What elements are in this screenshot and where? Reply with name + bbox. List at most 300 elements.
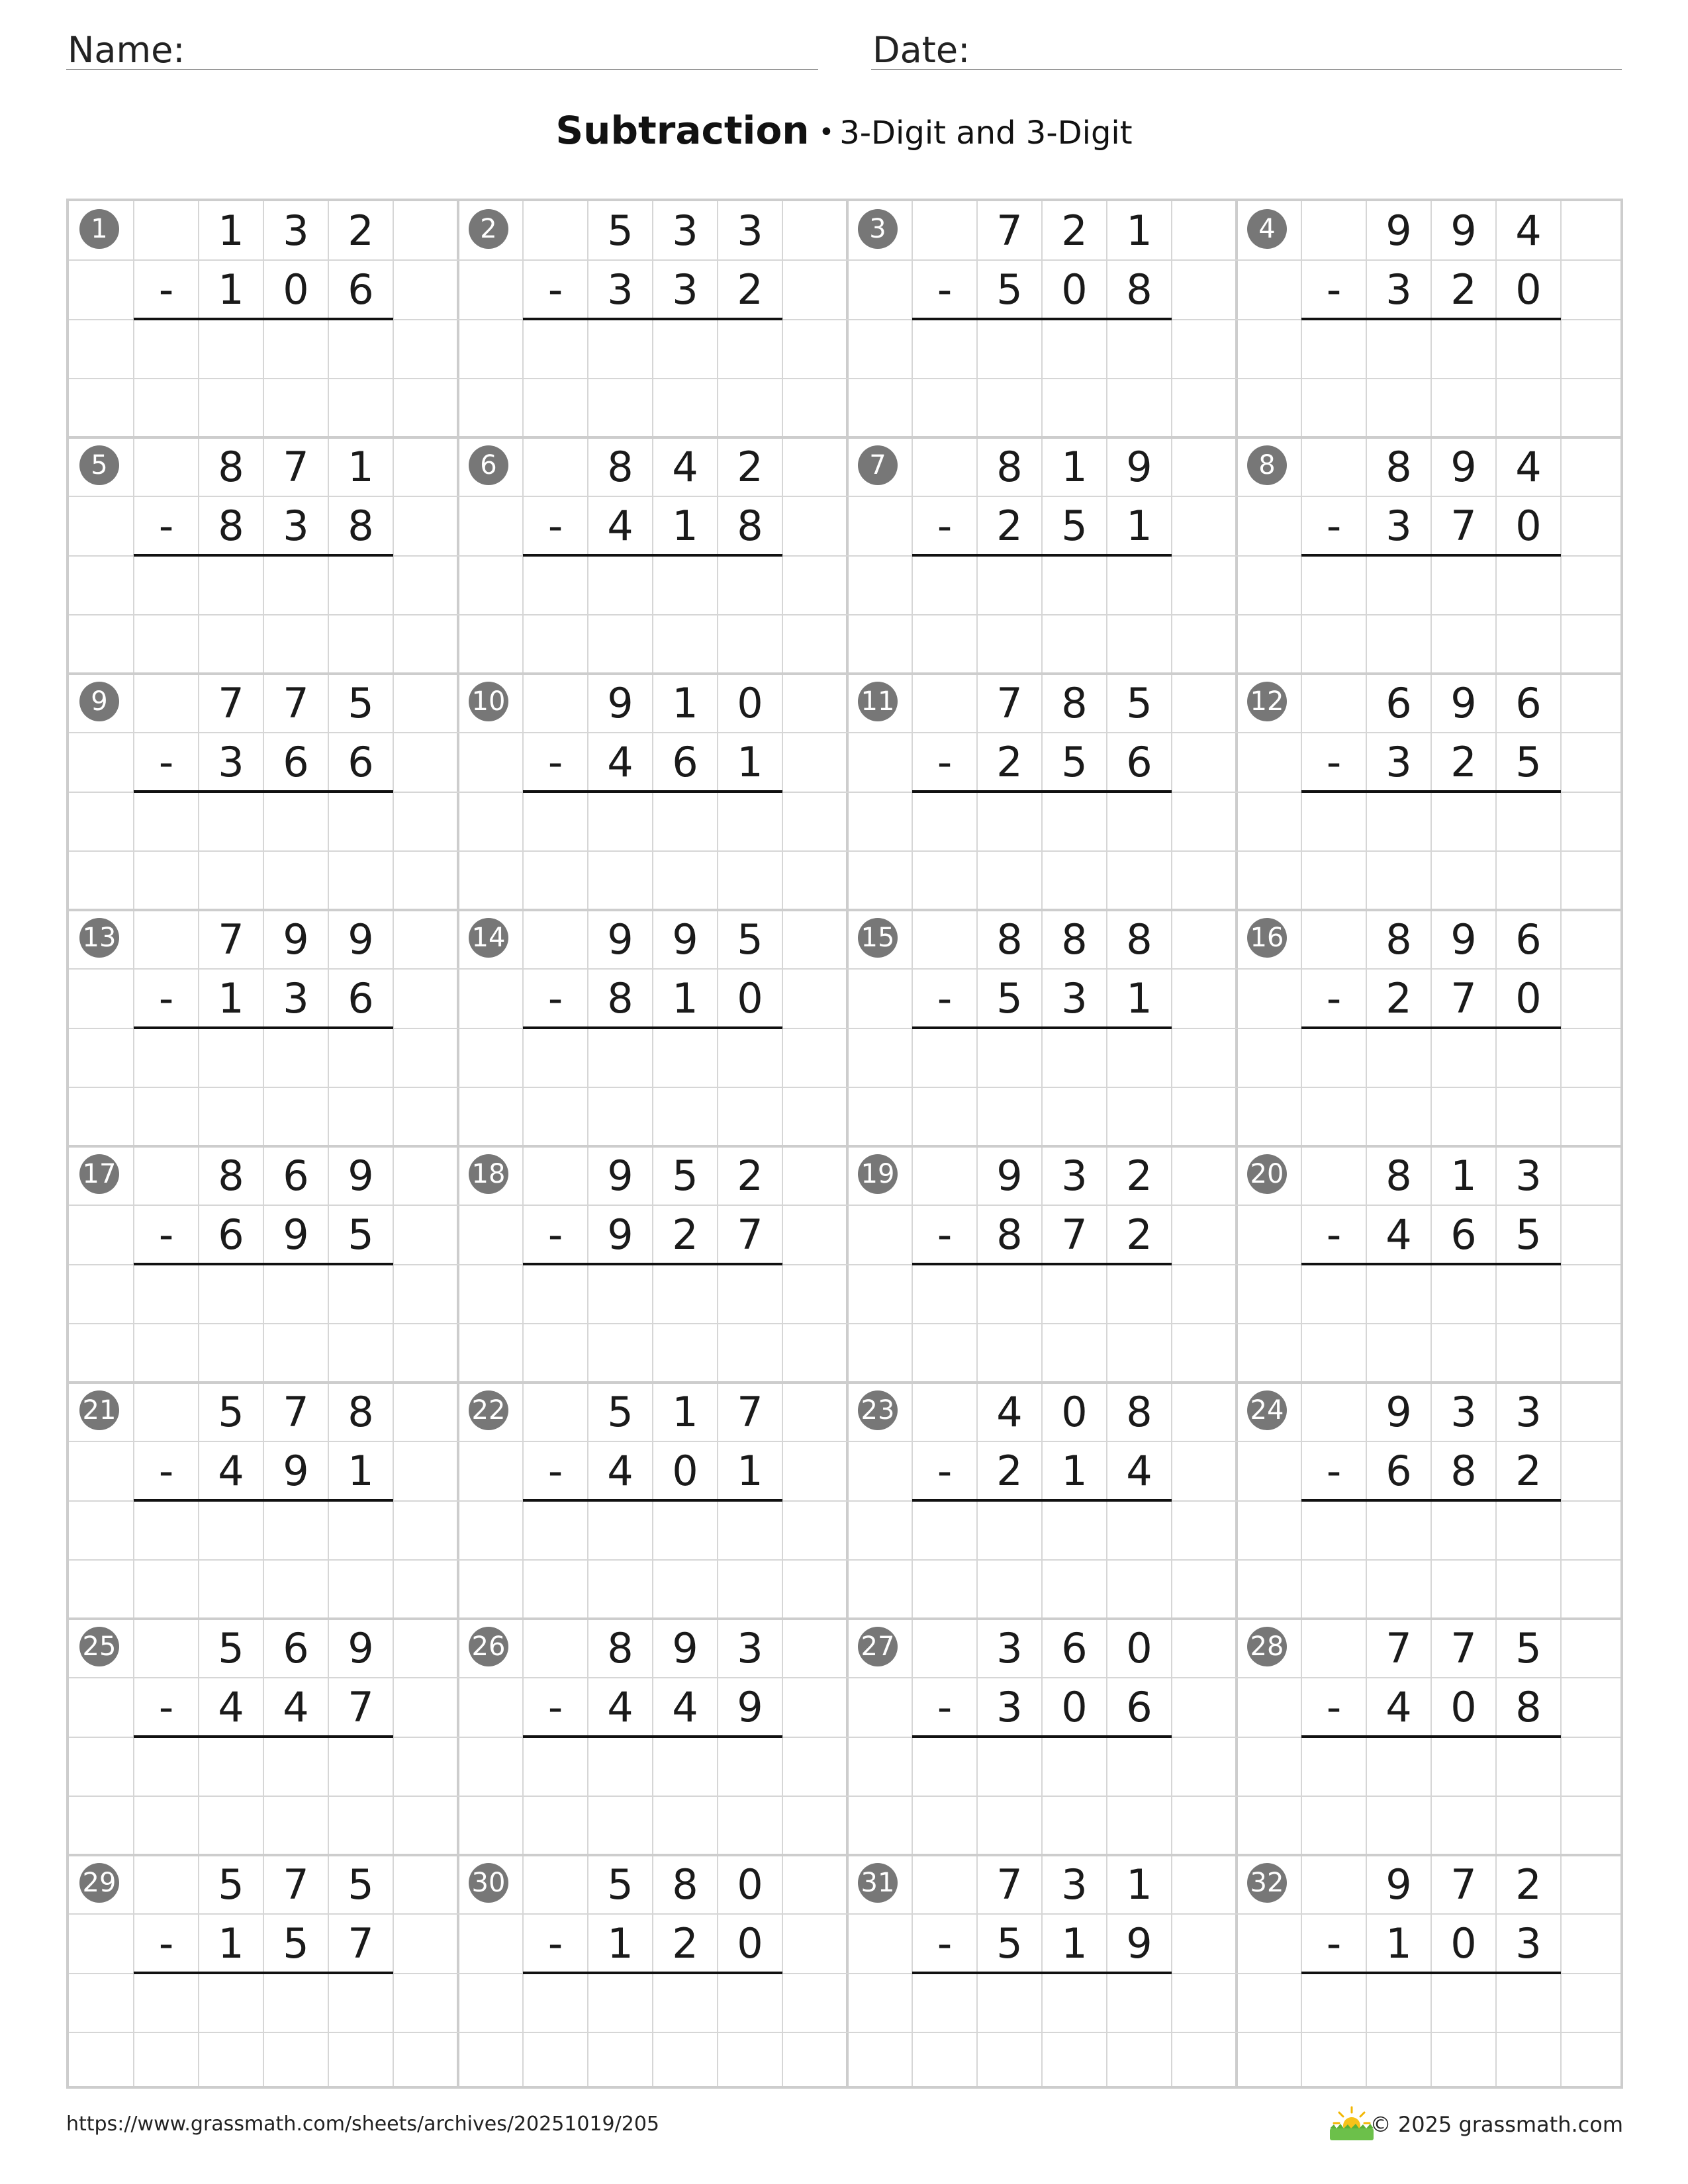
minuend-digit: 2 — [348, 206, 374, 255]
subtraction-problem — [458, 1619, 847, 1855]
subtrahend-digit: 4 — [1126, 1447, 1152, 1496]
answer-line — [912, 1972, 1172, 1974]
subtrahend-digit: 8 — [1450, 1447, 1477, 1496]
problem-number-badge: 31 — [858, 1863, 898, 1903]
minus-sign: - — [937, 502, 953, 551]
minus-sign: - — [158, 738, 174, 787]
problem-grid — [66, 199, 1623, 2089]
footer-copyright: © 2025 grassmath.com — [1370, 2112, 1623, 2137]
minuend-digit: 7 — [283, 679, 309, 727]
subtrahend-digit: 3 — [996, 1683, 1023, 1732]
minuend-digit: 7 — [1450, 1860, 1477, 1909]
subtraction-problem — [458, 1383, 847, 1619]
minuend-digit: 3 — [283, 206, 309, 255]
subtrahend-digit: 1 — [737, 1447, 763, 1496]
problem-number-badge: 1 — [79, 209, 119, 249]
problem-number-badge: 17 — [79, 1154, 119, 1194]
minuend-digit: 1 — [672, 1388, 698, 1436]
subtrahend-digit: 9 — [737, 1683, 763, 1732]
subtrahend-digit: 0 — [1061, 1683, 1088, 1732]
problem-number-badge: 26 — [469, 1627, 508, 1666]
subtraction-problem — [847, 1146, 1237, 1383]
title-subtitle: 3-Digit and 3-Digit — [839, 114, 1133, 152]
answer-line — [912, 1735, 1172, 1738]
subtrahend-digit: 0 — [1061, 265, 1088, 314]
minus-sign: - — [1326, 1919, 1342, 1968]
problem-number-badge: 27 — [858, 1627, 898, 1666]
subtrahend-digit: 8 — [1126, 265, 1152, 314]
minuend-digit: 3 — [1061, 1860, 1088, 1909]
minuend-digit: 5 — [737, 915, 763, 964]
subtrahend-digit: 4 — [283, 1683, 309, 1732]
subtraction-problem — [69, 1855, 458, 2091]
minuend-digit: 8 — [996, 443, 1023, 491]
subtraction-problem — [847, 437, 1237, 674]
subtraction-problem — [458, 437, 847, 674]
subtrahend-digit: 3 — [218, 738, 244, 787]
subtraction-problem — [458, 910, 847, 1146]
minuend-digit: 7 — [283, 1388, 309, 1436]
minus-sign: - — [1326, 265, 1342, 314]
minuend-digit: 7 — [996, 1860, 1023, 1909]
minuend-digit: 8 — [218, 1152, 244, 1200]
subtrahend-digit: 7 — [1450, 974, 1477, 1023]
minuend-digit: 9 — [607, 915, 633, 964]
minuend-digit: 8 — [607, 1624, 633, 1672]
minuend-digit: 5 — [218, 1388, 244, 1436]
minus-sign: - — [547, 1447, 563, 1496]
minuend-digit: 0 — [737, 1860, 763, 1909]
minuend-digit: 7 — [1385, 1624, 1412, 1672]
answer-line — [523, 318, 782, 320]
problem-number-badge: 19 — [858, 1154, 898, 1194]
minus-sign: - — [1326, 1447, 1342, 1496]
subtraction-problem — [1237, 910, 1626, 1146]
subtrahend-digit: 9 — [607, 1210, 633, 1259]
answer-line — [134, 1735, 393, 1738]
subtrahend-digit: 2 — [996, 502, 1023, 551]
subtraction-problem — [847, 1619, 1237, 1855]
answer-line — [134, 1499, 393, 1502]
minuend-digit: 8 — [607, 443, 633, 491]
subtraction-problem — [847, 674, 1237, 910]
minuend-digit: 7 — [218, 915, 244, 964]
subtraction-problem — [1237, 201, 1626, 437]
subtrahend-digit: 6 — [348, 974, 374, 1023]
subtrahend-digit: 4 — [218, 1683, 244, 1732]
minuend-digit: 8 — [1385, 443, 1412, 491]
minuend-digit: 6 — [1385, 679, 1412, 727]
subtrahend-digit: 1 — [1126, 974, 1152, 1023]
minuend-digit: 1 — [672, 679, 698, 727]
subtraction-problem — [1237, 1146, 1626, 1383]
subtrahend-digit: 2 — [996, 1447, 1023, 1496]
answer-line — [1301, 1263, 1561, 1265]
problem-number-badge: 29 — [79, 1863, 119, 1903]
subtrahend-digit: 4 — [672, 1683, 698, 1732]
answer-line — [1301, 790, 1561, 793]
minuend-digit: 5 — [218, 1860, 244, 1909]
subtrahend-digit: 1 — [348, 1447, 374, 1496]
subtrahend-digit: 8 — [348, 502, 374, 551]
subtrahend-digit: 8 — [737, 502, 763, 551]
answer-line — [912, 790, 1172, 793]
minuend-digit: 7 — [996, 679, 1023, 727]
minuend-digit: 6 — [283, 1624, 309, 1672]
minuend-digit: 1 — [1126, 206, 1152, 255]
subtrahend-digit: 3 — [1385, 738, 1412, 787]
subtraction-problem — [69, 1383, 458, 1619]
minuend-digit: 7 — [1450, 1624, 1477, 1672]
minus-sign: - — [937, 1683, 953, 1732]
minus-sign: - — [547, 1683, 563, 1732]
minuend-digit: 8 — [1385, 915, 1412, 964]
minuend-digit: 9 — [348, 1624, 374, 1672]
subtrahend-digit: 5 — [283, 1919, 309, 1968]
subtrahend-digit: 2 — [737, 265, 763, 314]
subtraction-problem — [1237, 437, 1626, 674]
subtraction-problem — [69, 910, 458, 1146]
problem-number-badge: 23 — [858, 1390, 898, 1430]
subtraction-problem — [69, 437, 458, 674]
minus-sign: - — [1326, 502, 1342, 551]
problem-number-badge: 13 — [79, 918, 119, 958]
minuend-digit: 4 — [1515, 206, 1542, 255]
minus-sign: - — [937, 1447, 953, 1496]
subtrahend-digit: 6 — [1450, 1210, 1477, 1259]
minuend-digit: 7 — [283, 443, 309, 491]
minuend-digit: 0 — [737, 679, 763, 727]
subtrahend-digit: 3 — [283, 974, 309, 1023]
subtrahend-digit: 2 — [1515, 1447, 1542, 1496]
answer-line — [1301, 554, 1561, 557]
minus-sign: - — [547, 265, 563, 314]
subtrahend-digit: 3 — [1061, 974, 1088, 1023]
problem-number-badge: 14 — [469, 918, 508, 958]
subtraction-problem — [1237, 1619, 1626, 1855]
date-label: Date: — [872, 29, 970, 71]
minuend-digit: 3 — [1515, 1152, 1542, 1200]
subtraction-problem — [847, 1383, 1237, 1619]
subtrahend-digit: 0 — [1450, 1919, 1477, 1968]
problem-number-badge: 21 — [79, 1390, 119, 1430]
minus-sign: - — [937, 1919, 953, 1968]
subtraction-problem — [69, 1146, 458, 1383]
subtraction-problem — [458, 1855, 847, 2091]
subtraction-problem — [458, 1146, 847, 1383]
problem-number-badge: 5 — [79, 445, 119, 485]
subtraction-problem — [847, 910, 1237, 1146]
minuend-digit: 5 — [1126, 679, 1152, 727]
minuend-digit: 9 — [996, 1152, 1023, 1200]
minuend-digit: 2 — [1515, 1860, 1542, 1909]
minuend-digit: 9 — [1450, 206, 1477, 255]
answer-line — [523, 1026, 782, 1029]
answer-line — [1301, 1972, 1561, 1974]
subtraction-problem — [847, 1855, 1237, 2091]
minuend-digit: 3 — [996, 1624, 1023, 1672]
minus-sign: - — [937, 1210, 953, 1259]
subtrahend-digit: 7 — [1061, 1210, 1088, 1259]
subtrahend-digit: 8 — [607, 974, 633, 1023]
problem-number-badge: 16 — [1247, 918, 1287, 958]
problem-number-badge: 24 — [1247, 1390, 1287, 1430]
answer-line — [523, 1263, 782, 1265]
minuend-digit: 1 — [218, 206, 244, 255]
subtrahend-digit: 2 — [672, 1919, 698, 1968]
problem-number-badge: 10 — [469, 682, 508, 721]
minuend-digit: 2 — [1061, 206, 1088, 255]
subtrahend-digit: 2 — [996, 738, 1023, 787]
subtrahend-digit: 2 — [1450, 265, 1477, 314]
problem-number-badge: 18 — [469, 1154, 508, 1194]
minus-sign: - — [937, 738, 953, 787]
subtrahend-digit: 4 — [1385, 1210, 1412, 1259]
minuend-digit: 5 — [607, 1860, 633, 1909]
subtrahend-digit: 7 — [1450, 502, 1477, 551]
minuend-digit: 6 — [1515, 915, 1542, 964]
subtrahend-digit: 5 — [1061, 502, 1088, 551]
minuend-digit: 8 — [348, 1388, 374, 1436]
minuend-digit: 2 — [1126, 1152, 1152, 1200]
minuend-digit: 6 — [1061, 1624, 1088, 1672]
minuend-digit: 8 — [1126, 915, 1152, 964]
minuend-digit: 4 — [996, 1388, 1023, 1436]
minuend-digit: 5 — [218, 1624, 244, 1672]
subtrahend-digit: 6 — [348, 738, 374, 787]
subtrahend-digit: 1 — [672, 974, 698, 1023]
subtrahend-digit: 3 — [283, 502, 309, 551]
minuend-digit: 7 — [283, 1860, 309, 1909]
answer-line — [912, 1026, 1172, 1029]
subtrahend-digit: 0 — [737, 1919, 763, 1968]
subtrahend-digit: 3 — [672, 265, 698, 314]
minus-sign: - — [1326, 1683, 1342, 1732]
subtrahend-digit: 0 — [283, 265, 309, 314]
minuend-digit: 7 — [996, 206, 1023, 255]
minuend-digit: 9 — [348, 1152, 374, 1200]
subtrahend-digit: 1 — [737, 738, 763, 787]
minuend-digit: 7 — [218, 679, 244, 727]
minuend-digit: 5 — [607, 1388, 633, 1436]
subtrahend-digit: 0 — [672, 1447, 698, 1496]
answer-line — [523, 1972, 782, 1974]
subtrahend-digit: 8 — [996, 1210, 1023, 1259]
minuend-digit: 9 — [607, 1152, 633, 1200]
minuend-digit: 9 — [607, 679, 633, 727]
subtrahend-digit: 0 — [1515, 502, 1542, 551]
subtrahend-digit: 5 — [1061, 738, 1088, 787]
subtrahend-digit: 9 — [283, 1210, 309, 1259]
problem-number-badge: 22 — [469, 1390, 508, 1430]
problem-number-badge: 28 — [1247, 1627, 1287, 1666]
minus-sign: - — [547, 502, 563, 551]
subtrahend-digit: 7 — [737, 1210, 763, 1259]
name-field[interactable] — [66, 20, 818, 70]
subtrahend-digit: 6 — [672, 738, 698, 787]
subtrahend-digit: 6 — [283, 738, 309, 787]
minuend-digit: 9 — [1450, 915, 1477, 964]
minuend-digit: 5 — [672, 1152, 698, 1200]
minuend-digit: 8 — [996, 915, 1023, 964]
subtrahend-digit: 3 — [607, 265, 633, 314]
problem-number-badge: 20 — [1247, 1154, 1287, 1194]
minus-sign: - — [547, 974, 563, 1023]
subtrahend-digit: 5 — [1515, 738, 1542, 787]
minuend-digit: 9 — [1450, 443, 1477, 491]
minuend-digit: 8 — [1385, 1152, 1412, 1200]
minuend-digit: 1 — [1450, 1152, 1477, 1200]
subtrahend-digit: 6 — [1126, 1683, 1152, 1732]
minuend-digit: 9 — [1385, 206, 1412, 255]
answer-line — [134, 554, 393, 557]
minus-sign: - — [158, 974, 174, 1023]
answer-line — [523, 1499, 782, 1502]
answer-line — [134, 318, 393, 320]
subtraction-problem — [69, 1619, 458, 1855]
minuend-digit: 8 — [1061, 679, 1088, 727]
subtrahend-digit: 4 — [218, 1447, 244, 1496]
minus-sign: - — [158, 502, 174, 551]
answer-line — [134, 1026, 393, 1029]
subtrahend-digit: 3 — [1515, 1919, 1542, 1968]
answer-line — [1301, 1026, 1561, 1029]
subtrahend-digit: 2 — [672, 1210, 698, 1259]
minus-sign: - — [547, 738, 563, 787]
subtrahend-digit: 6 — [348, 265, 374, 314]
subtrahend-digit: 4 — [607, 1683, 633, 1732]
minus-sign: - — [547, 1210, 563, 1259]
minuend-digit: 4 — [1515, 443, 1542, 491]
answer-line — [523, 790, 782, 793]
answer-line — [523, 554, 782, 557]
title-main: Subtraction — [555, 108, 810, 153]
subtrahend-digit: 0 — [1450, 1683, 1477, 1732]
subtrahend-digit: 0 — [1515, 265, 1542, 314]
answer-line — [912, 554, 1172, 557]
subtraction-problem — [1237, 674, 1626, 910]
subtrahend-digit: 8 — [218, 502, 244, 551]
subtrahend-digit: 2 — [1385, 974, 1412, 1023]
answer-line — [1301, 1499, 1561, 1502]
minuend-digit: 5 — [348, 679, 374, 727]
subtrahend-digit: 8 — [1515, 1683, 1542, 1732]
subtrahend-digit: 7 — [348, 1683, 374, 1732]
subtrahend-digit: 3 — [1385, 502, 1412, 551]
minuend-digit: 3 — [1061, 1152, 1088, 1200]
subtraction-problem — [458, 201, 847, 437]
subtrahend-digit: 0 — [737, 974, 763, 1023]
subtrahend-digit: 3 — [1385, 265, 1412, 314]
grass-sun-logo-icon — [1327, 2105, 1376, 2142]
subtraction-problem — [1237, 1383, 1626, 1619]
minuend-digit: 9 — [1450, 679, 1477, 727]
subtrahend-digit: 1 — [218, 1919, 244, 1968]
answer-line — [1301, 1735, 1561, 1738]
minuend-digit: 3 — [737, 206, 763, 255]
minus-sign: - — [1326, 1210, 1342, 1259]
minuend-digit: 8 — [218, 443, 244, 491]
problem-number-badge: 12 — [1247, 682, 1287, 721]
subtrahend-digit: 1 — [672, 502, 698, 551]
minuend-digit: 7 — [737, 1388, 763, 1436]
answer-line — [912, 318, 1172, 320]
minuend-digit: 3 — [737, 1624, 763, 1672]
subtraction-problem — [1237, 1855, 1626, 2091]
subtrahend-digit: 1 — [1061, 1447, 1088, 1496]
subtrahend-digit: 4 — [607, 738, 633, 787]
minuend-digit: 5 — [1515, 1624, 1542, 1672]
subtrahend-digit: 1 — [607, 1919, 633, 1968]
minuend-digit: 5 — [348, 1860, 374, 1909]
subtrahend-digit: 6 — [1126, 738, 1152, 787]
worksheet-title — [0, 101, 1688, 170]
problem-number-badge: 6 — [469, 445, 508, 485]
subtraction-problem — [69, 201, 458, 437]
problem-number-badge: 11 — [858, 682, 898, 721]
subtrahend-digit: 6 — [218, 1210, 244, 1259]
minuend-digit: 5 — [607, 206, 633, 255]
problem-number-badge: 4 — [1247, 209, 1287, 249]
problem-number-badge: 15 — [858, 918, 898, 958]
subtrahend-digit: 9 — [1126, 1919, 1152, 1968]
minus-sign: - — [158, 1210, 174, 1259]
minuend-digit: 9 — [1385, 1388, 1412, 1436]
minuend-digit: 6 — [283, 1152, 309, 1200]
name-label: Name: — [68, 29, 185, 71]
subtrahend-digit: 1 — [1061, 1919, 1088, 1968]
problem-number-badge: 30 — [469, 1863, 508, 1903]
minuend-digit: 0 — [1061, 1388, 1088, 1436]
title-bullet: • — [818, 117, 835, 148]
date-field[interactable] — [871, 20, 1622, 70]
minuend-digit: 6 — [1515, 679, 1542, 727]
subtrahend-digit: 5 — [996, 1919, 1023, 1968]
minuend-digit: 8 — [672, 1860, 698, 1909]
subtrahend-digit: 5 — [996, 265, 1023, 314]
subtrahend-digit: 9 — [283, 1447, 309, 1496]
minuend-digit: 2 — [737, 443, 763, 491]
minus-sign: - — [937, 974, 953, 1023]
subtrahend-digit: 4 — [1385, 1683, 1412, 1732]
subtrahend-digit: 0 — [1515, 974, 1542, 1023]
subtrahend-digit: 5 — [348, 1210, 374, 1259]
answer-line — [912, 1263, 1172, 1265]
minuend-digit: 9 — [283, 915, 309, 964]
subtrahend-digit: 1 — [1126, 502, 1152, 551]
subtrahend-digit: 2 — [1126, 1210, 1152, 1259]
minuend-digit: 3 — [1450, 1388, 1477, 1436]
answer-line — [134, 1263, 393, 1265]
minuend-digit: 1 — [348, 443, 374, 491]
minuend-digit: 8 — [1126, 1388, 1152, 1436]
subtrahend-digit: 1 — [218, 265, 244, 314]
minuend-digit: 4 — [672, 443, 698, 491]
problem-number-badge: 3 — [858, 209, 898, 249]
subtrahend-digit: 4 — [607, 502, 633, 551]
minuend-digit: 3 — [672, 206, 698, 255]
minus-sign: - — [1326, 738, 1342, 787]
subtrahend-digit: 1 — [1385, 1919, 1412, 1968]
subtrahend-digit: 1 — [218, 974, 244, 1023]
subtraction-problem — [458, 674, 847, 910]
minuend-digit: 0 — [1126, 1624, 1152, 1672]
minus-sign: - — [1326, 974, 1342, 1023]
subtrahend-digit: 5 — [996, 974, 1023, 1023]
subtrahend-digit: 5 — [1515, 1210, 1542, 1259]
minus-sign: - — [158, 1447, 174, 1496]
minuend-digit: 2 — [737, 1152, 763, 1200]
